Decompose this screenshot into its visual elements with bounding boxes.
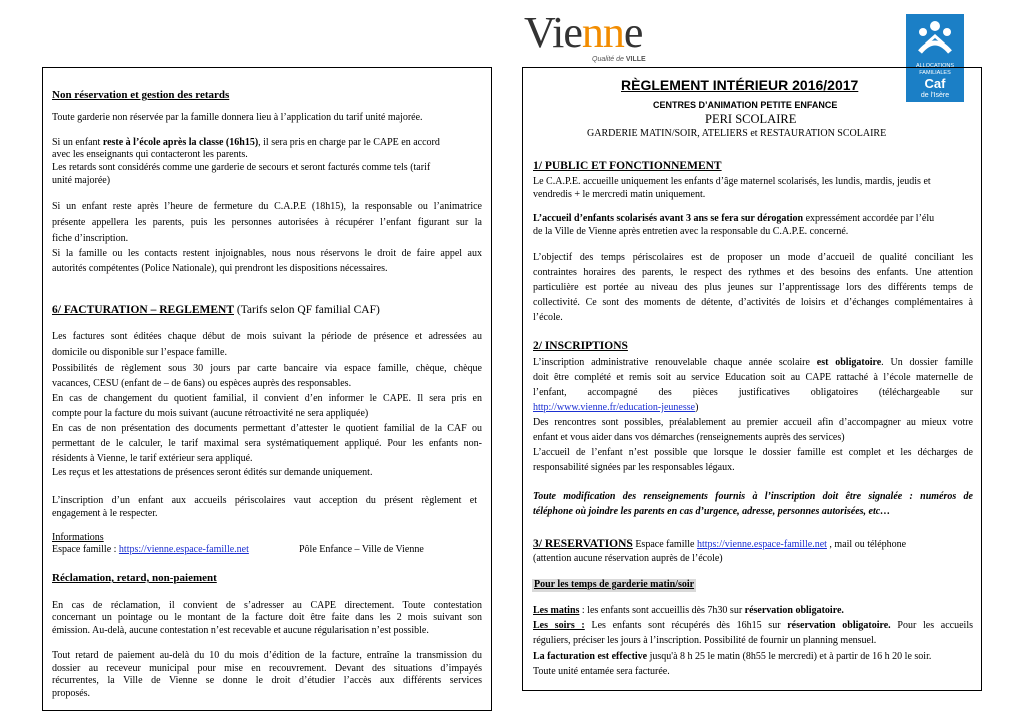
inscriptions-line-4: http://www.vienne.fr/education-jeunesse) xyxy=(533,402,699,413)
billing-line-7: En cas de non présentation des documents permettant d’attester le quotient familial de la CAF ou xyxy=(52,423,482,434)
public-section-title: 1/ PUBLIC ET FONCTIONNEMENT xyxy=(533,160,722,172)
billing-line-11: L’inscription d’un enfant aux accueils périscolaires vaut acception du présent règlement et xyxy=(52,495,477,506)
vienne-logo-wordmark: Vienne xyxy=(524,8,643,57)
reservations-evening: Les soirs : Les enfants sont récupérés dès 16h15 sur réservation obligatoire. Pour les accueils xyxy=(533,620,974,631)
reservations-line-1: 3/ RESERVATIONS Espace famille https://vienne.espace-famille.net , mail ou téléphone xyxy=(533,538,907,550)
inscriptions-line-5: Des rencontres sont possibles, préalablement au premier accueil afin d’accompagner au mieux votre xyxy=(533,417,973,428)
public-line-1: Le C.A.P.E. accueille uniquement les enfants d’âge maternel scolarisés, les lundis, mardis, jeudis et xyxy=(533,176,931,187)
info-espace-famille: Espace famille : https://vienne.espace-famille.net xyxy=(52,544,249,555)
late-text-10: autorités compétentes (Police Nationale), qui prendront les dispositions nécessaires. xyxy=(52,263,388,274)
late-section-title: Non réservation et gestion des retards xyxy=(52,89,230,101)
inscriptions-line-10: téléphone où joindre les parents en cas d’urgence, adresse, personnes autorisées, etc… xyxy=(533,506,891,517)
reservations-section-title: 3/ RESERVATIONS xyxy=(533,538,633,550)
inscriptions-line-7: L’accueil de l’enfant n’est possible que lorsque le dossier famille est complet et les décharges de xyxy=(533,447,973,458)
complaint-section-title: Réclamation, retard, non-paiement xyxy=(52,572,217,584)
reservations-billing-2: Toute unité entamée sera facturée. xyxy=(533,666,670,677)
garderie-subtitle: GARDERIE MATIN/SOIR, ATELIERS et RESTAURATION SCOLAIRE xyxy=(587,128,887,139)
info-pole-enfance: Pôle Enfance – Ville de Vienne xyxy=(299,544,424,555)
billing-line-9: résidents à Vienne, le tarif extérieur sera appliqué. xyxy=(52,453,253,464)
late-text-7: présente appellera les parents, puis les personnes autorisées à récupérer l’enfant figurant sur la xyxy=(52,217,482,228)
caf-big: Caf xyxy=(924,76,946,91)
inscriptions-line-1: L’inscription administrative renouvelable chaque année scolaire est obligatoire. Un dossier famille xyxy=(533,357,973,368)
public-line-5: L’objectif des temps périscolaires est de proposer un mode d’accueil de qualité conciliant les xyxy=(533,252,973,263)
complaint-line-5: dossier au receveur municipal pour mise en recouvrement. Devant des situations d’impayés xyxy=(52,663,482,674)
reservations-billing: La facturation est effective jusqu'à 8 h 25 le matin (8h55 le mercredi) et à partir de 16 h 20 le soir. xyxy=(533,651,932,662)
inscriptions-line-8: responsabilité signées par les responsables légaux. xyxy=(533,462,735,473)
late-text-9: Si la famille ou les contacts restent injoignables, nous nous réservons le droit de faire appel aux xyxy=(52,248,482,259)
inscriptions-section-title: 2/ INSCRIPTIONS xyxy=(533,340,628,352)
billing-line-2: domicile ou disponible sur l’espace famille. xyxy=(52,347,227,358)
late-text-8: fiche d’inscription. xyxy=(52,233,129,244)
reservations-espace-famille-link[interactable]: https://vienne.espace-famille.net xyxy=(696,539,827,550)
public-line-9: l’école. xyxy=(533,312,563,323)
complaint-line-4: Tout retard de paiement au-delà du 10 du mois d’édition de la facture, entraîne la transmission du xyxy=(52,650,482,661)
complaint-line-2: concernant un pointage ou le montant de la facture doit être faite dans les 2 mois suivant son xyxy=(52,612,482,623)
billing-section-title: 6/ FACTURATION – REGLEMENT (Tarifs selon QF familial CAF) xyxy=(52,304,380,316)
garderie-box: Pour les temps de garderie matin/soir xyxy=(534,579,695,590)
complaint-line-6: récurrentes, la Ville de Vienne se donne le droit d’étudier l’accès aux différents services xyxy=(52,675,482,686)
late-text-2: Si un enfant reste à l’école après la classe (16h15), il sera pris en charge par le CAPE en accord xyxy=(52,137,440,148)
late-text-4: Les retards sont considérés comme une garderie de secours et seront facturés comme tels (tarif xyxy=(52,162,431,173)
public-line-4: de la Ville de Vienne après entretien avec la responsable du C.A.P.E. concerné. xyxy=(533,226,849,237)
reservations-line-2: (attention aucune réservation auprès de l’école) xyxy=(533,553,723,564)
education-jeunesse-link[interactable]: http://www.vienne.fr/education-jeunesse xyxy=(533,402,696,413)
caf-line2: FAMILIALES xyxy=(919,70,951,76)
reservations-evening-2: réguliers, préciser les jours à l’inscription. Possibilité de fournir un planning mensuel. xyxy=(533,635,877,646)
billing-line-3: Possibilités de règlement sous 30 jours par carte bancaire via espace famille, chèque, chèque xyxy=(52,363,482,374)
complaint-line-1: En cas de réclamation, il convient de s’adresser au CAPE directement. Toute contestation xyxy=(52,600,482,611)
late-text-6: Si un enfant reste après l’heure de fermeture du C.A.P.E (18h15), la responsable ou l’animatrice xyxy=(52,201,482,212)
caf-family-icon xyxy=(906,14,964,58)
caf-line1: ALLOCATIONS xyxy=(915,63,955,69)
public-line-6: contraintes horaires des parents, le respect des rythmes et des besoins des enfants. Une attention xyxy=(533,267,973,278)
billing-line-1: Les factures sont éditées chaque début de mois suivant la période de présence et adressées au xyxy=(52,331,482,342)
late-text-5: unité majorée) xyxy=(52,175,111,186)
late-text-1: Toute garderie non réservée par la famille donnera lieu à l’application du tarif unité majorée. xyxy=(52,112,423,123)
vienne-logo xyxy=(522,8,672,68)
complaint-line-7: proposés. xyxy=(52,688,91,699)
complaint-line-3: émission. Au-delà, aucune contestation n’est recevable et aucune régularisation n’est possible. xyxy=(52,625,429,636)
public-line-8: collectivité. Ce sont des moments de détente, d’activités de loisirs et d’échanges complémentaires à xyxy=(533,297,973,308)
public-line-3: L’accueil d’enfants scolarisés avant 3 ans se fera sur dérogation expressément accordée par l’élu xyxy=(533,213,935,224)
public-line-7: particulière est portée au niveau des plus jeunes sur l’apprentissage lors des différents temps de xyxy=(533,282,973,293)
inscriptions-line-9: Toute modification des renseignements fournis à l’inscription doit être signalée : numéros de xyxy=(533,491,973,502)
vienne-logo-tagline: Qualité de VILLE xyxy=(592,56,646,63)
late-text-3: avec les enseignants qui contacteront les parents. xyxy=(52,149,248,160)
billing-line-5: En cas de changement du quotient familial, il convient d’en informer le CAPE. Il sera pris en xyxy=(52,393,482,404)
inscriptions-line-2: doit être complété et remis soit au service Education soit au CAPE rattaché à l’école maternelle de xyxy=(533,372,973,383)
rules-title: RÈGLEMENT INTÉRIEUR 2016/2017 xyxy=(621,77,859,93)
billing-line-12: engagement à le respecter. xyxy=(52,508,158,519)
billing-line-8: permettant de le calculer, le tarif maximal sera systématiquement appliqué. Pour les enfants non- xyxy=(52,438,482,449)
right-column xyxy=(522,67,982,691)
info-espace-famille-link[interactable]: https://vienne.espace-famille.net xyxy=(118,544,249,555)
left-column xyxy=(42,67,492,711)
billing-line-10: Les reçus et les attestations de présences seront édités sur demande uniquement. xyxy=(52,467,373,478)
inscriptions-line-3: l’enfant, accompagné des pièces justificatives obligatoires (téléchargeable sur xyxy=(533,387,973,398)
reservations-morning: Les matins : les enfants sont accueillis dès 7h30 sur réservation obligatoire. xyxy=(533,605,844,616)
public-line-2: vendredis + le mercredi matin uniquement. xyxy=(533,189,706,200)
inscriptions-line-6: enfant et vous aider dans vos démarches (renseignements auprès des services) xyxy=(533,432,845,443)
rules-subtitle: CENTRES D’ANIMATION PETITE ENFANCE xyxy=(653,100,838,110)
billing-line-6: compte pour la facture du mois suivant (aucune rétroactivité ne sera appliquée) xyxy=(52,408,369,419)
billing-line-4: vacances, CESU (enfant de – de 6ans) ou espèces auprès des responsables. xyxy=(52,378,352,389)
peri-scolaire: PERI SCOLAIRE xyxy=(705,112,797,126)
info-title: Informations xyxy=(52,532,104,543)
caf-sub: de l'Isère xyxy=(920,92,950,99)
